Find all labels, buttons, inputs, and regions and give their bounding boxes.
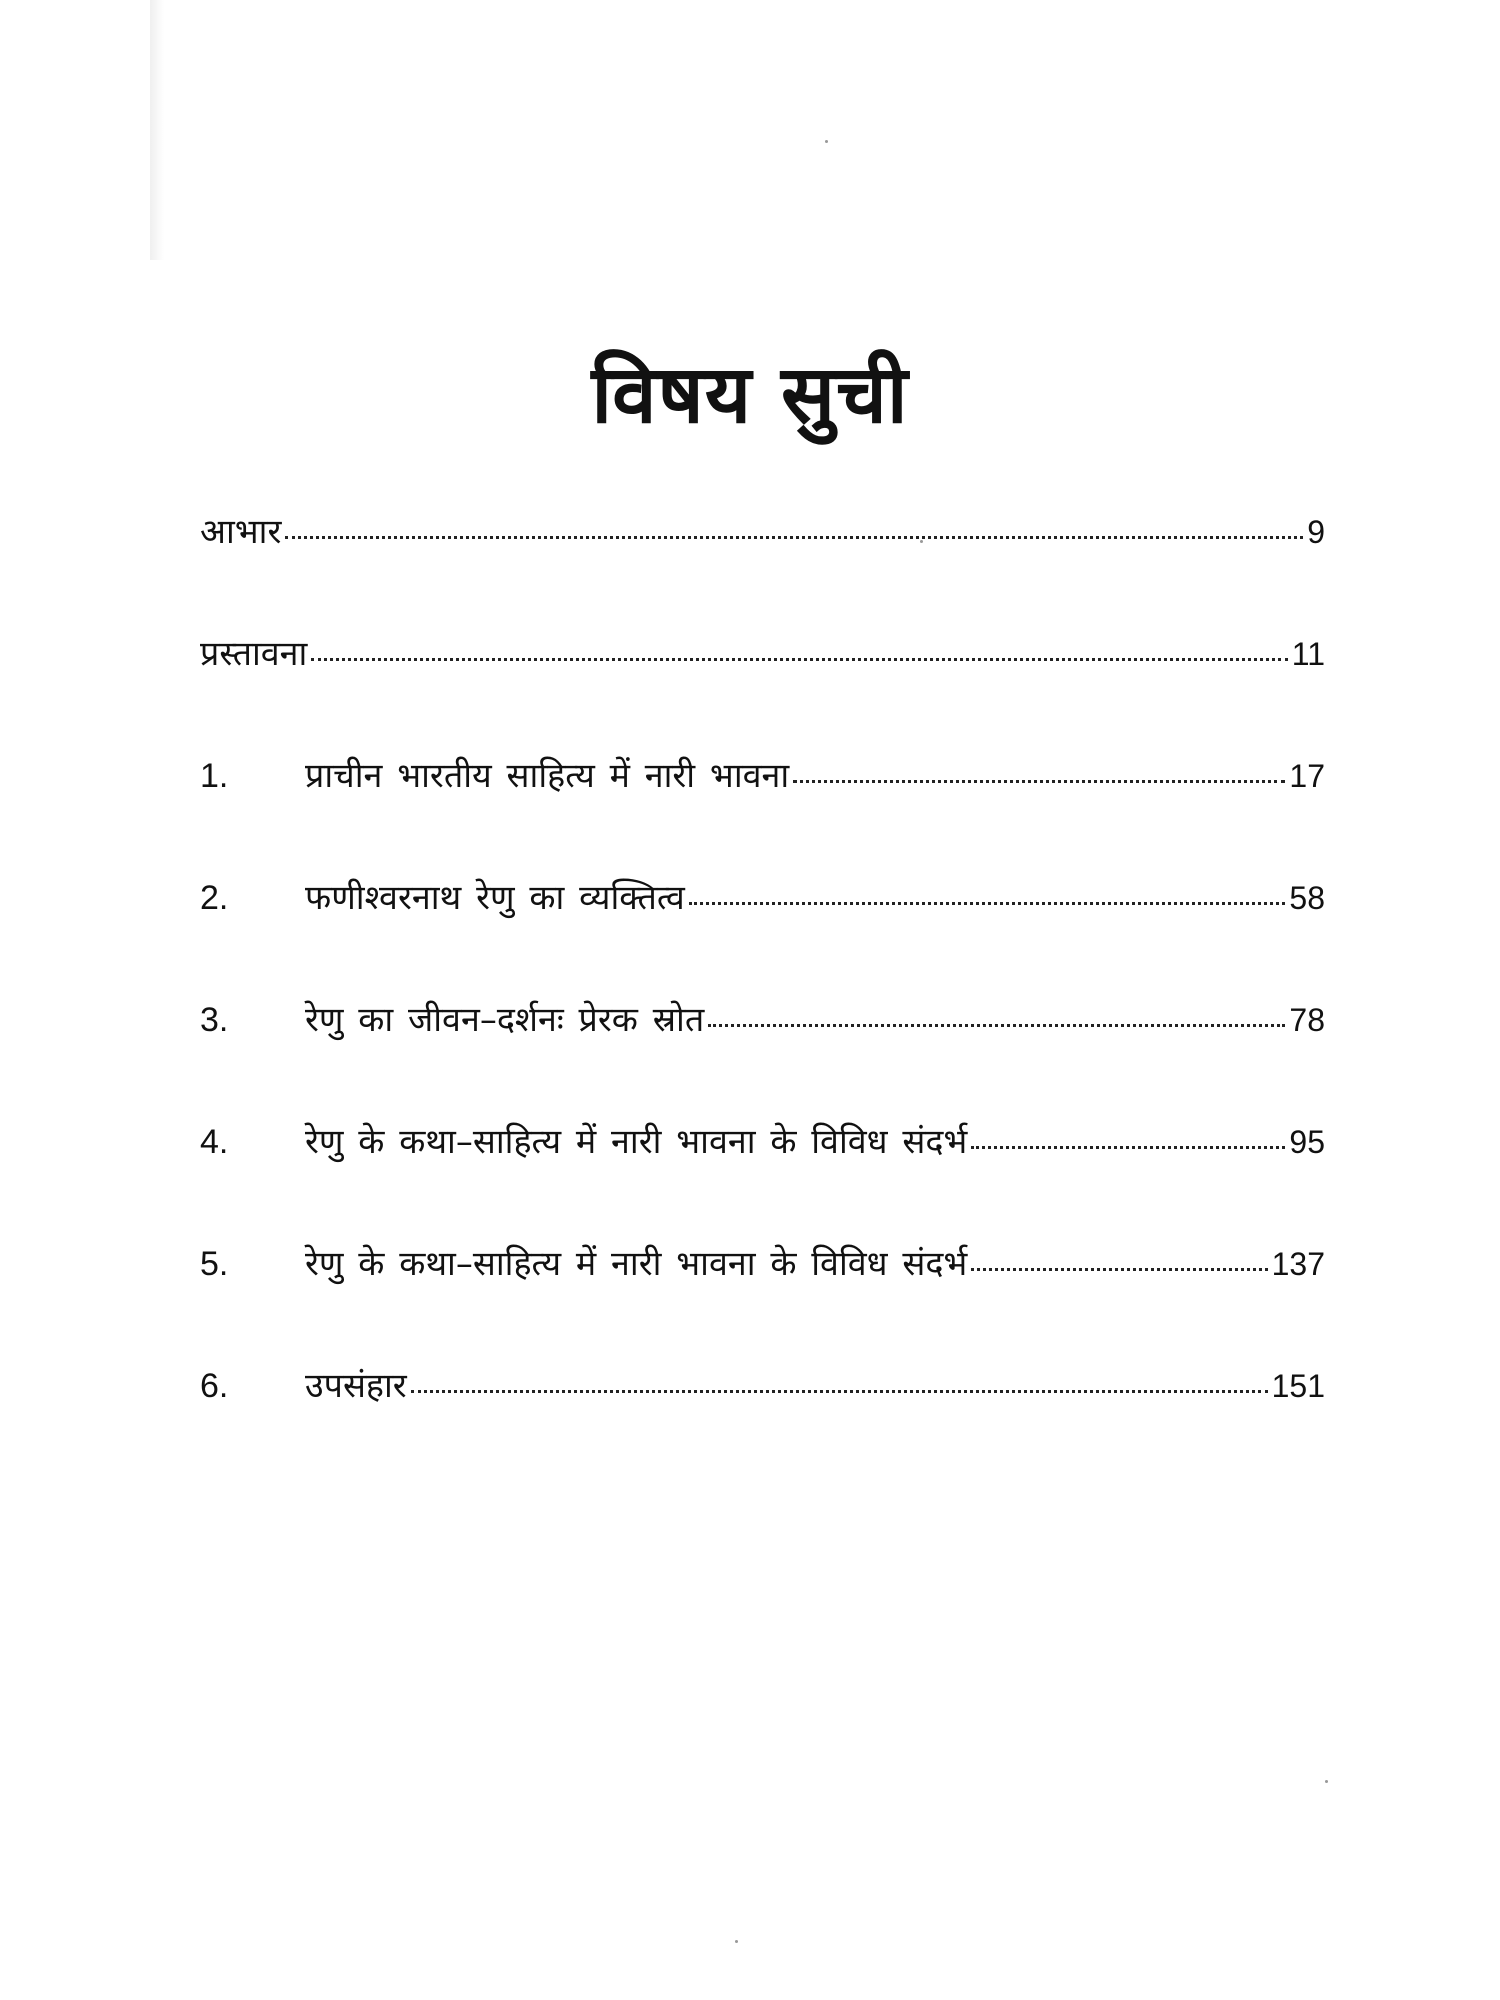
toc-entry [200,510,1325,632]
page-edge-shadow [150,0,164,260]
toc-entry-number: 3. [200,1001,229,1039]
toc-leader-dots [971,1268,1267,1271]
toc-leader-dots [411,1390,1268,1393]
toc-leader-dots [311,658,1287,661]
toc-entry-number: 6. [200,1367,229,1405]
toc-entry [200,632,1325,754]
paper-speck [1325,1780,1328,1783]
toc-entry [200,1242,1325,1364]
toc-entry [200,876,1325,998]
toc-leader-dots [971,1146,1285,1149]
paper-speck [735,1940,738,1943]
toc-page-number: 11 [1291,636,1325,672]
toc-entry-title: रेणु के कथा–साहित्य में नारी भावना के विविध संदर्भ [305,1122,968,1162]
toc-page-number: 95 [1289,1124,1325,1160]
table-of-contents [200,510,1325,1486]
toc-page-number: 78 [1289,1002,1325,1038]
toc-entry-title: फणीश्वरनाथ रेणु का व्यक्तित्व [305,878,685,918]
toc-entry-title: रेणु का जीवन–दर्शनः प्रेरक स्रोत [305,1000,705,1040]
toc-leader-dots [793,780,1285,783]
toc-entry-title: प्रस्तावना [200,634,308,674]
paper-speck [920,540,923,543]
toc-page-number: 137 [1271,1246,1325,1282]
toc-leader-dots [708,1024,1285,1027]
toc-page-number: 151 [1271,1368,1325,1404]
toc-entry-number: 1. [200,757,229,795]
toc-leader-dots [285,536,1303,539]
toc-entry-title: प्राचीन भारतीय साहित्य में नारी भावना [305,756,790,796]
toc-leader-dots [689,902,1286,905]
paper-speck [825,140,828,143]
toc-entry [200,754,1325,876]
page-title: विषय सुची [591,348,909,441]
toc-entry [200,1364,1325,1486]
toc-entry-number: 5. [200,1245,229,1283]
toc-entry-title: उपसंहार [305,1366,407,1406]
toc-entry [200,998,1325,1120]
toc-entry-title: आभार [200,512,282,552]
toc-entry-title: रेणु के कथा–साहित्य में नारी भावना के विविध संदर्भ [305,1244,968,1284]
toc-entry-number: 4. [200,1123,229,1161]
toc-page-number: 9 [1307,514,1325,550]
toc-page-number: 58 [1289,880,1325,916]
toc-entry-number: 2. [200,879,229,917]
toc-entry [200,1120,1325,1242]
toc-page-number: 17 [1289,758,1325,794]
